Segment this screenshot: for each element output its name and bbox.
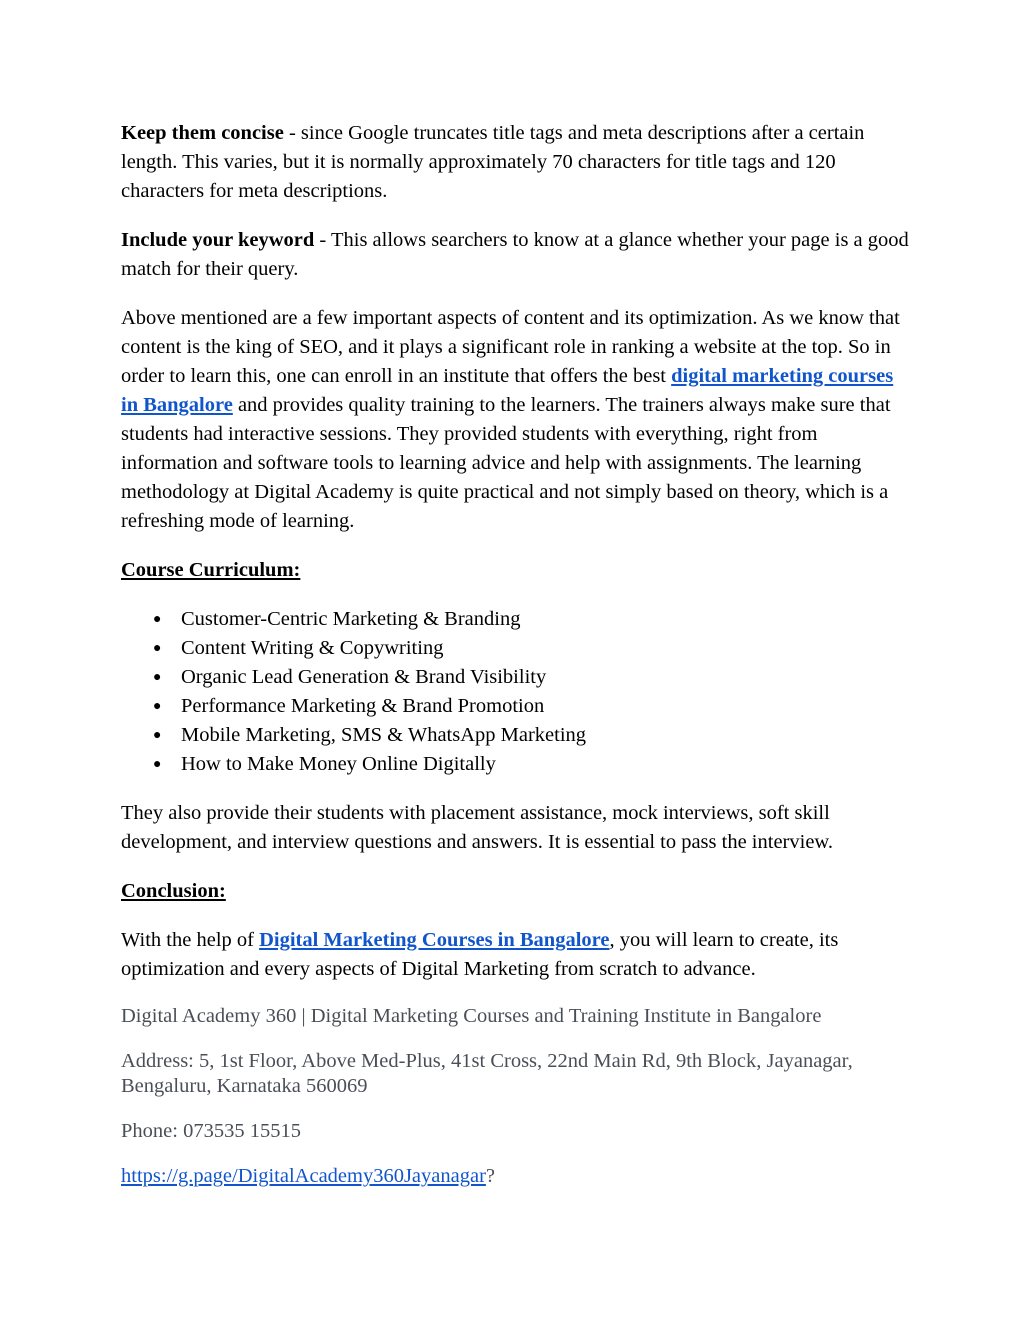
conclusion-heading: Conclusion: (121, 880, 226, 902)
conclusion-text-before: With the help of (121, 929, 260, 951)
courses-link[interactable]: digital marketing courses in Bangalore (121, 365, 894, 416)
bullet-icon: ● (153, 670, 162, 685)
conclusion-courses-link[interactable]: Digital Marketing Courses in Bangalore (259, 929, 610, 951)
conclusion-text-after: , you will learn to create, its optimization and every aspects of Digital Marketing from scratch to advance. (121, 929, 839, 980)
address-text: Address: 5, 1st Floor, Above Med-Plus, 41st Cross, 22nd Main Rd, 9th Block, Jayanagar, Bengaluru, Karnataka 560069 (121, 1050, 853, 1097)
keep-concise-title: Keep them concise (121, 122, 284, 144)
bullet-icon: ● (153, 612, 162, 627)
bullet-icon: ● (153, 641, 162, 656)
document-page (121, 119, 911, 1189)
business-name: Digital Academy 360 | Digital Marketing Courses and Training Institute in Bangalore (121, 1005, 822, 1027)
list-item-label: Performance Marketing & Brand Promotion (181, 695, 545, 717)
maps-link[interactable]: https://g.page/DigitalAcademy360Jayanagar (121, 1165, 486, 1187)
list-item (121, 605, 911, 634)
list-item-label: How to Make Money Online Digitally (181, 753, 496, 775)
paragraph-above-mentioned (121, 304, 911, 536)
phone-text: Phone: 073535 15515 (121, 1120, 301, 1142)
list-item (121, 634, 911, 663)
list-item (121, 692, 911, 721)
paragraph-conclusion (121, 926, 911, 984)
list-item-label: Content Writing & Copywriting (181, 637, 444, 659)
list-item-label: Mobile Marketing, SMS & WhatsApp Marketing (181, 724, 587, 746)
above-mentioned-text-after: and provides quality training to the learners. The trainers always make sure that students had interactive sessions. They provided students with everything, right from information and software tools to learning advice and help with assignments. The learning methodology at Digital Academy is quite practical and not simply based on theory, which is a refreshing mode of learning. (121, 394, 891, 532)
bullet-icon: ● (153, 757, 162, 772)
paragraph-keep-concise (121, 119, 911, 206)
include-keyword-title: Include your keyword (121, 229, 315, 251)
maps-link-line (121, 1164, 911, 1189)
list-item (121, 721, 911, 750)
keep-concise-text: - since Google truncates title tags and meta descriptions after a certain length. This varies, but it is normally approximately 70 characters for title tags and 120 characters for meta descriptions. (121, 122, 865, 202)
paragraph-placement: They also provide their students with placement assistance, mock interviews, soft skill development, and interview questions and answers. It is essential to pass the interview. (121, 802, 834, 853)
list-item (121, 750, 911, 779)
list-item-label: Customer-Centric Marketing & Branding (181, 608, 521, 630)
course-curriculum-heading: Course Curriculum: (121, 559, 301, 581)
bullet-icon: ● (153, 699, 162, 714)
list-item (121, 663, 911, 692)
maps-link-suffix: ? (485, 1165, 496, 1187)
include-keyword-text: - This allows searchers to know at a glance whether your page is a good match for their query. (121, 229, 909, 280)
list-item-label: Organic Lead Generation & Brand Visibility (181, 666, 547, 688)
bullet-icon: ● (153, 728, 162, 743)
paragraph-include-keyword (121, 226, 911, 284)
curriculum-list (121, 605, 911, 779)
above-mentioned-text-before: Above mentioned are a few important aspects of content and its optimization. As we know that content is the king of SEO, and it plays a significant role in ranking a website at the top. So in order to learn this, one can enroll in an institute that offers the best (121, 307, 900, 387)
